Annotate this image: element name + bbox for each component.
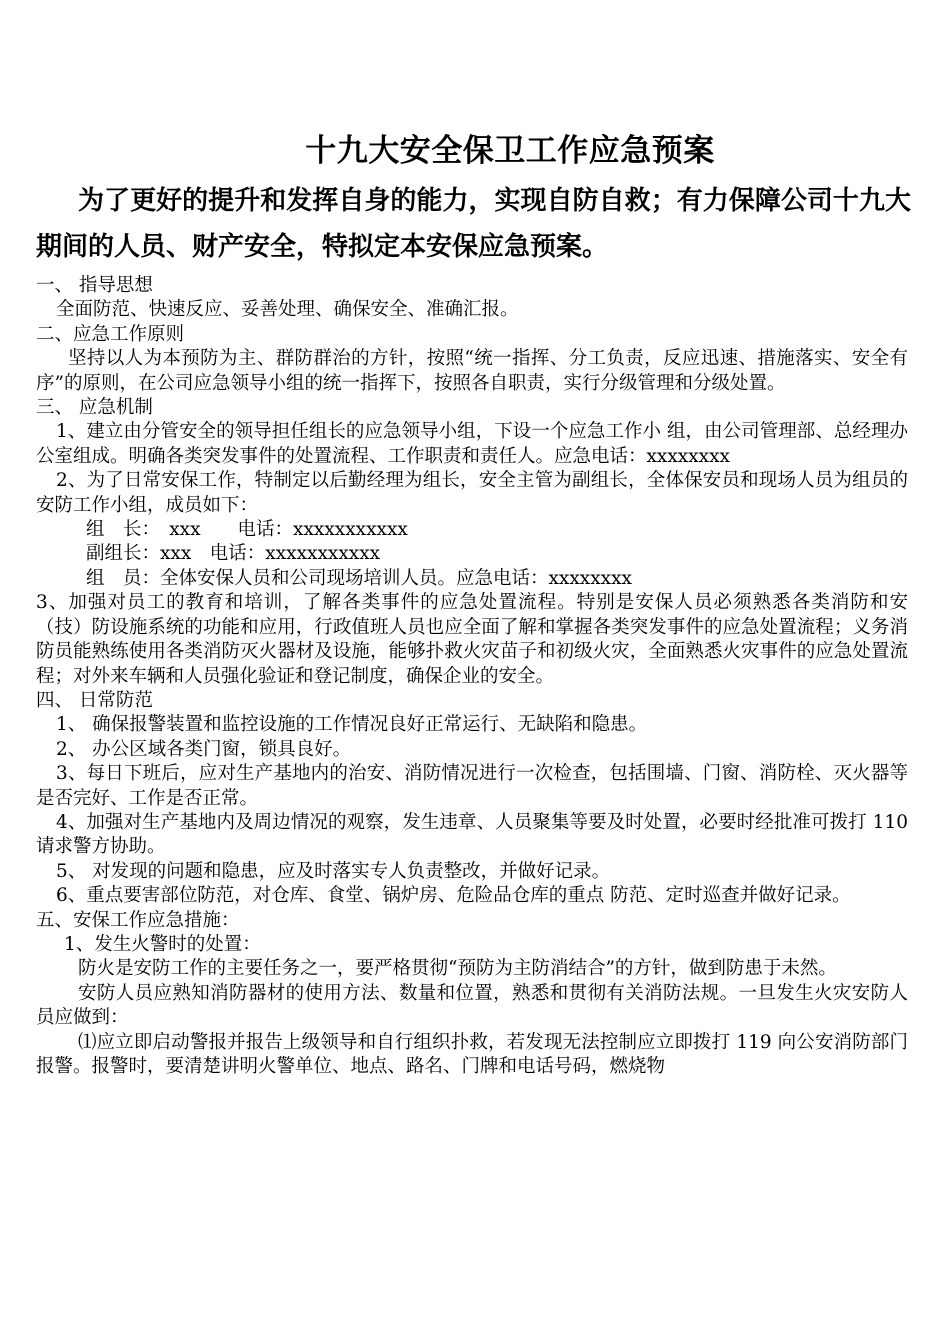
paragraph: ⑴应立即启动警报并报告上级领导和自行组织扑救，若发现无法控制应立即拨打 119 向公安消防部门报警。报警时，要清楚讲明火警单位、地点、路名、门牌和电话号码，燃烧物 — [36, 1031, 908, 1077]
paragraph: 全面防范、快速反应、妥善处理、确保安全、准确汇报。 — [56, 299, 519, 321]
document-body — [36, 274, 908, 1079]
list-item: 2、 办公区域各类门窗，锁具良好。 — [56, 738, 352, 760]
subsection-heading: 1、发生火警时的处置： — [64, 933, 261, 955]
intro-paragraph: 为了更好的提升和发挥自身的能力，实现自防自救；有力保障公司十九大期间的人员、财产安全，特拟定本安保应急预案。 — [36, 186, 911, 262]
paragraph: 安防人员应熟知消防器材的使用方法、数量和位置，熟悉和贯彻有关消防法规。一旦发生火灾安防人员应做到： — [36, 982, 908, 1029]
list-item: 6、重点要害部位防范，对仓库、食堂、锅炉房、危险品仓库的重点 防范、定时巡查并做好记录。 — [56, 885, 851, 907]
list-item: 3、每日下班后，应对生产基地内的治安、消防情况进行一次检查，包括围墙、门窗、消防栓、灭火器等是否完好、工作是否正常。 — [36, 763, 908, 809]
member-line: 副组长：xxx 电话：xxxxxxxxxxx — [86, 543, 381, 565]
section-heading-3: 三、 应急机制 — [36, 397, 153, 419]
paragraph: 2、为了日常安保工作，特制定以后勤经理为组长，安全主管为副组长，全体保安员和现场人员为组员的安防工作小组，成员如下： — [36, 470, 908, 516]
section-heading-4: 四、 日常防范 — [36, 689, 153, 711]
section-heading-5: 五、安保工作应急措施： — [36, 909, 240, 931]
member-line: 组 长： xxx 电话：xxxxxxxxxxx — [86, 519, 408, 541]
paragraph: 1、建立由分管安全的领导担任组长的应急领导小组，下设一个应急工作小 组，由公司管理部、总经理办公室组成。明确各类突发事件的处置流程、工作职责和责任人。应急电话：xxxxxxxx — [36, 421, 908, 467]
paragraph: 3、加强对员工的教育和培训，了解各类事件的应急处置流程。特别是安保人员必须熟悉各类消防和安（技）防设施系统的功能和应用，行政值班人员也应全面了解和掌握各类突发事件的应急处置流程；义务消防员能熟练使用各类消防灭火器材及设施，能够扑救火灾苗子和初级火灾，全面熟悉火灾事件的应急处置流程；对外来车辆和人员强化验证和登记制度，确保企业的安全。 — [36, 592, 908, 687]
document-title: 十九大安全保卫工作应急预案 — [305, 133, 715, 169]
paragraph: 防火是安防工作的主要任务之一，要严格贯彻“预防为主防消结合”的方针，做到防患于未然。 — [78, 958, 837, 980]
section-heading-2: 二、应急工作原则 — [36, 323, 185, 345]
list-item: 4、加强对生产基地内及周边情况的观察，发生违章、人员聚集等要及时处置，必要时经批准可拨打 110 请求警方协助。 — [36, 811, 908, 858]
section-heading-1: 一、 指导思想 — [36, 275, 153, 296]
paragraph: 坚持以人为本预防为主、群防群治的方针，按照“统一指挥、分工负责，反应迅速、措施落实、安全有序”的原则，在公司应急领导小组的统一指挥下，按照各自职责，实行分级管理和分级处置。 — [36, 348, 908, 394]
list-item: 5、 对发现的问题和隐患，应及时落实专人负责整改，并做好记录。 — [56, 860, 611, 882]
member-line: 组 员：全体安保人员和公司现场培训人员。应急电话：xxxxxxxx — [86, 567, 632, 589]
list-item: 1、 确保报警装置和监控设施的工作情况良好正常运行、无缺陷和隐患。 — [56, 714, 648, 736]
